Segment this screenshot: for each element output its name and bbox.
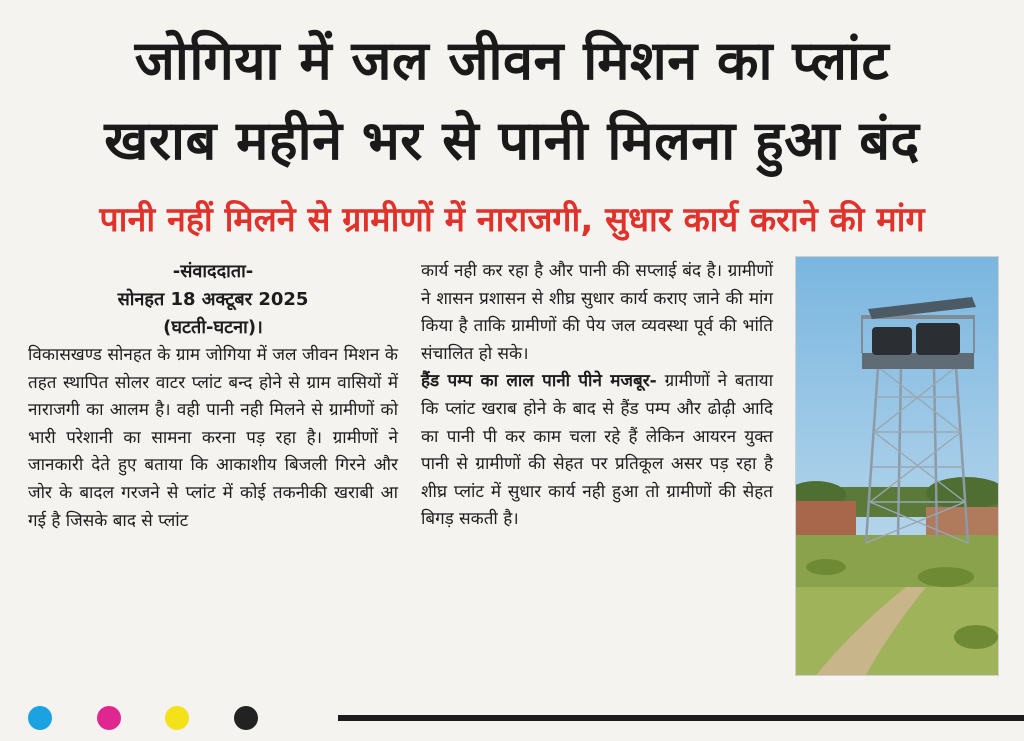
section-subheading: हैंड पम्प का लाल पानी पीने मजबूर-	[421, 371, 657, 392]
article-paragraph	[421, 368, 773, 534]
byline-reporter: -संवाददाता-	[172, 261, 254, 282]
byline-dateline: सोनहत 18 अक्टूबर 2025	[117, 289, 309, 310]
article-paragraph: कार्य नही कर रहा है और पानी की सप्लाई बंद है। ग्रामीणों ने शासन प्रशासन से शीघ्र सुधार कार्य कराए जाने की मांग किया है ताकि ग्रामीणों की पेय जल व्यवस्था पूर्व की भांति संचालित हो सके।	[421, 261, 773, 364]
footer-rule	[338, 715, 1024, 721]
black-registration-dot	[234, 706, 258, 730]
water-tank-photo	[795, 256, 999, 676]
byline-source: (घटती-घटना)।	[163, 317, 263, 338]
magenta-registration-dot	[97, 706, 121, 730]
headline-line-2: खराब महीने भर से पानी मिलना हुआ बंद	[104, 109, 920, 172]
headline-line-1: जोगिया में जल जीवन मिशन का प्लांट	[134, 29, 890, 92]
article-column-2	[421, 258, 773, 534]
water-tank-illustration	[796, 257, 998, 675]
cyan-registration-dot	[28, 706, 52, 730]
section-text: ग्रामीणों ने बताया कि प्लांट खराब होने के बाद से हैंड पम्प और ढोढ़ी आदि का पानी पी कर काम चला रहे हैं लेकिन आयरन युक्त पानी से ग्रामीणों की सेहत पर प्रतिकूल असर पड़ रहा है शीघ्र प्लांट में सुधार कार्य नही हुआ तो ग्रामीणों की सेहत बिगड़ सकती है।	[421, 371, 773, 530]
article-paragraph: विकासखण्ड सोनहत के ग्राम जोगिया में जल जीवन मिशन के तहत स्थापित सोलर वाटर प्लांट बन्द होने से ग्राम वासियों में नाराजगी का आलम है। वही पानी नही मिलने से ग्रामीणों को भारी परेशानी का सामना करना पड़ रहा है। ग्रामीणों ने जानकारी देते हुए बताया कि आकाशीय बिजली गिरने और जोर के बादल गरजने से प्लांट में कोई तकनीकी खराबी आ गई है जिसके बाद से प्लांट	[28, 345, 398, 531]
subheadline: पानी नहीं मिलने से ग्रामीणों में नाराजगी, सुधार कार्य कराने की मांग	[99, 200, 925, 240]
article-column-1	[28, 258, 398, 535]
yellow-registration-dot	[165, 706, 189, 730]
